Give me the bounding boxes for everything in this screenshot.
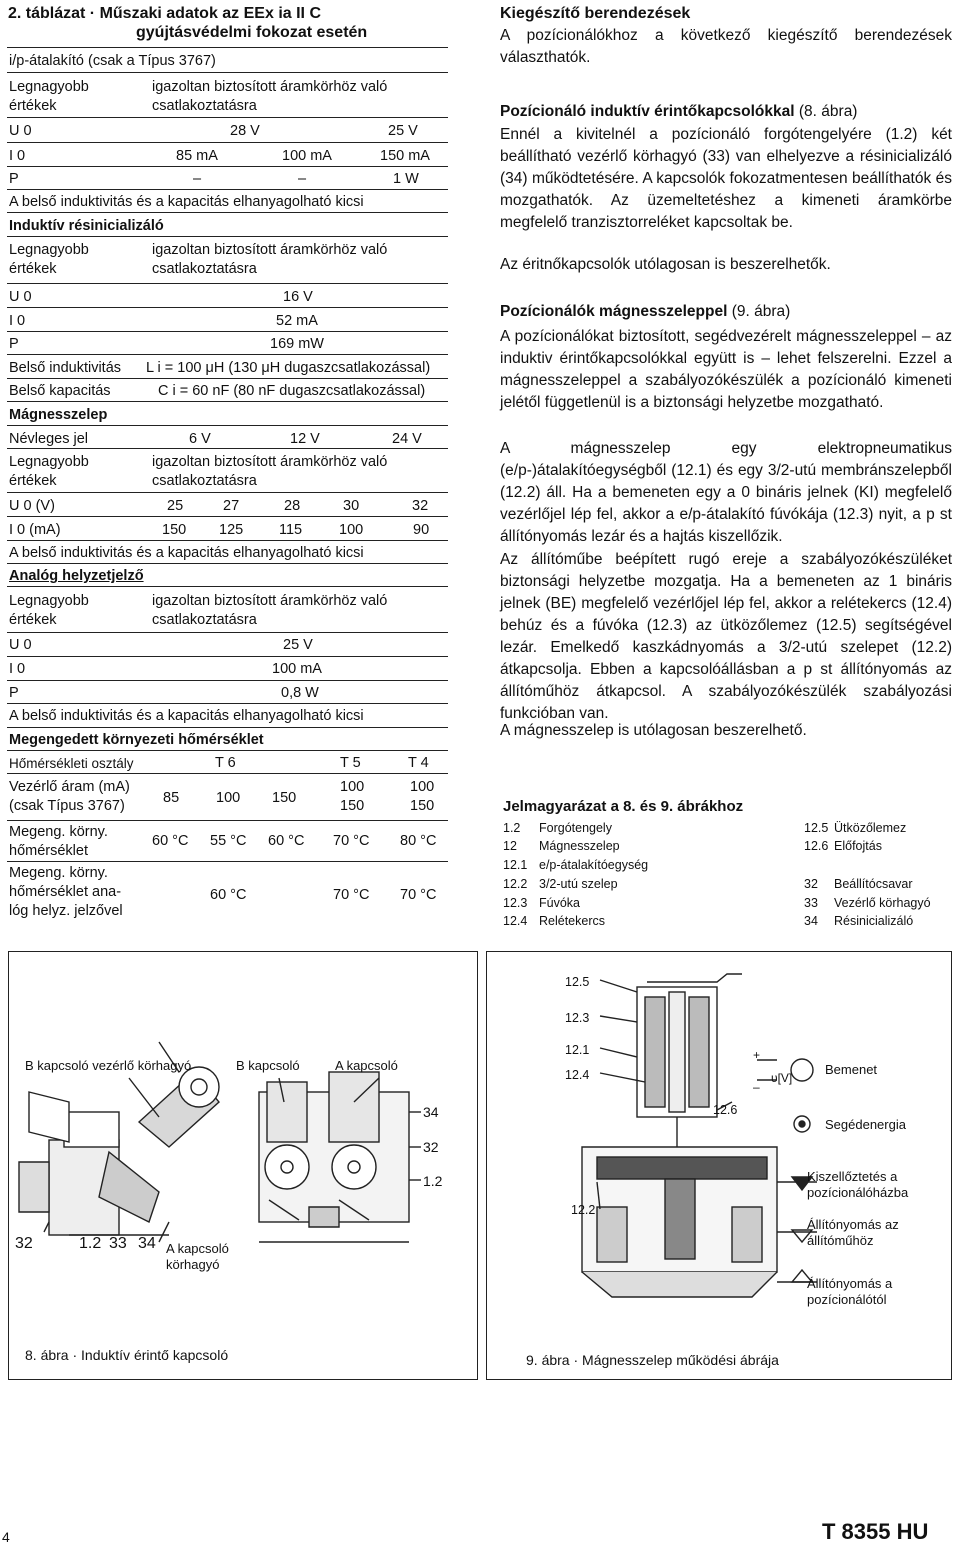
sec4-i0-value: 100 mA (272, 661, 322, 677)
legend-item: 12 Mágnesszelep (503, 839, 620, 853)
fig8-label-b-cam: B kapcsoló vezérlő körhagyó (25, 1058, 192, 1073)
figure-8-drawing (9, 952, 476, 1378)
sec1-max-value: igazoltan biztosított áramkörhöz való csatlakoztatásra (152, 79, 388, 114)
sec5-class-label: Hőmérsékleti osztály (9, 756, 134, 771)
legend-item: 12.4 Relétekercs (503, 914, 605, 928)
sec5-current-label: Vezérlő áram (mA) (csak Típus 3767) (9, 779, 130, 814)
sec4-u0-label: U 0 (9, 637, 32, 653)
sec5-amb-value: 60 °C (152, 833, 189, 849)
sec1-note: A belső induktivitás és a kapacitás elhanyagolható kicsi (9, 194, 364, 210)
sec3-i0-value: 125 (219, 522, 244, 538)
sec5-amb-value: 55 °C (210, 833, 247, 849)
sec1-u0-label: U 0 (9, 123, 32, 139)
fig8-n33: 33 (109, 1235, 127, 1252)
sec1-p-value: – (193, 171, 202, 187)
sec2-c-label: Belső kapacitás (9, 383, 111, 399)
fig9-n126: 12.6 (713, 1103, 738, 1117)
accessories-text: A pozícionálókhoz a következő kiegészítő berendezések választhatók. (500, 27, 952, 66)
sec5-amb-value: 70 °C (333, 833, 370, 849)
sec4-i0-label: I 0 (9, 661, 26, 677)
sec4-u0-value: 25 V (283, 637, 313, 653)
fig9-vent: Kiszellőztetés a pozícionálóházba (807, 1169, 909, 1201)
inductive-text2: Az éritnőkapcsolók utólagosan is beszerelhetők. (500, 256, 831, 273)
inductive-text: Ennél a kivitelnél a pozícionáló forgótengelyére (1.2) két beállítható vezérlő körhagyó (33) van elhelyezve a résinicializáló (34) működtetésére. A kapcsolók fokozatmentesen beállíthatók és mozgathatók. Az üzemeltetéshez a kimeneti áramkörbe megfelelő tranzisztorreléket kapcsoltak be. (500, 126, 952, 231)
sec5-class-value: T 6 (215, 755, 236, 771)
accessories-heading: Kiegészítő berendezések (500, 5, 691, 22)
sec3-i0-value: 115 (279, 522, 303, 538)
fig9-n124: 12.4 (565, 1068, 590, 1082)
sec3-i0-value: 150 (162, 522, 187, 538)
sec2-u0-label: U 0 (9, 289, 32, 305)
fig8-label-a-cam: A kapcsoló körhagyó (166, 1241, 229, 1273)
legend-heading: Jelmagyarázat a 8. és 9. ábrákhoz (503, 798, 744, 815)
fig8-caption: 8. ábra · Induktív érintő kapcsoló (25, 1347, 229, 1363)
sec1-heading: i/p-átalakító (csak a Típus 3767) (9, 53, 216, 69)
fig9-to-actuator: Állítónyomás az állítóműhöz (807, 1217, 899, 1249)
sec2-p-label: P (9, 336, 19, 352)
sec1-max-label: Legnagyobb értékek (9, 79, 89, 114)
sec5-current-t5: 100 150 (340, 779, 365, 814)
sec3-heading: Mágnesszelep (9, 407, 108, 423)
sec4-heading: Analóg helyzetjelző (9, 568, 144, 584)
legend-item: 12.6 Előfojtás (804, 839, 882, 853)
sec5-amb2-value: 70 °C (400, 887, 437, 903)
sec3-i0-value: 100 (339, 522, 364, 538)
figure-9 (486, 951, 952, 1380)
fig9-caption: 9. ábra · Mágnesszelep működési ábrája (526, 1352, 779, 1368)
fig8-n32-right: 32 (423, 1139, 439, 1155)
fig8-n12-right: 1.2 (423, 1173, 443, 1189)
sec5-current-value: 150 (272, 790, 297, 806)
fig9-plus: + (753, 1048, 761, 1062)
sec5-amb2-value: 70 °C (333, 887, 370, 903)
sec5-heading: Megengedett környezeti hőmérséklet (9, 732, 264, 748)
fig9-n121: 12.1 (565, 1043, 590, 1057)
sec1-p-label: P (9, 171, 19, 187)
sec3-u0-value: 32 (412, 498, 429, 514)
legend-item: 12.5 Ütközőlemez (804, 821, 907, 835)
sec5-amb-label: Megeng. körny. hőmérséklet (9, 824, 108, 859)
fig9-n122: 12.2 (571, 1203, 596, 1217)
solenoid-p3: Az állítóműbe beépített rugó ereje a szabályozókészüléket biztonsági helyzetbe mozgatja. Ha a bemeneten az 1 bináris jelnek (BE) megfelelő vezérlőjel lép fel, akkor a relétekercs (12.4) behúz és a fúvóka (12.3) az ütközőlemez (12.5) segítségével lezár. Emelkedő kaszkádnyomás a 3/2-utú szelepet (12.2) átkapcsolja. Ebben a kapcsolóállásban a p st állítónyomás az állítóműhöz átkapcsol. A szabályozókészülék szabályozási funkcióban van. (500, 551, 952, 722)
sec1-i0-value: 100 mA (282, 148, 332, 164)
fig8-n12: 1.2 (79, 1235, 102, 1252)
solenoid-p1: A pozícionálókat biztosított, segédvezérelt mágnesszeleppel – az induktiv érintőkapcsolókkal együtt is – lehet felszerelni. Ezzel a mágnesszeleppel a szabályozókészülék a pozícionáló kimeneti jelétől függetlenül is a biztonsági helyzetbe mozgatható. (500, 328, 952, 411)
sec5-amb2-value: 60 °C (210, 887, 247, 903)
table-title-line1: 2. táblázat · Műszaki adatok az EEx ia II C (8, 5, 321, 22)
sec1-u0-value: 28 V (230, 123, 260, 139)
legend-item: 12.1 e/p-átalakítóegység (503, 858, 649, 872)
fig9-n123: 12.3 (565, 1011, 590, 1025)
sec2-p-value: 169 mW (270, 336, 324, 352)
sec1-i0-label: I 0 (9, 148, 26, 164)
figure-8 (8, 951, 478, 1380)
sec1-i0-value: 150 mA (380, 148, 430, 164)
sec2-i0-value: 52 mA (276, 313, 318, 329)
sec4-max-label: Legnagyobb értékek (9, 593, 89, 628)
fig8-label-b-switch: B kapcsoló (236, 1058, 300, 1073)
sec5-class-value: T 5 (340, 755, 361, 771)
sec5-current-t4: 100 150 (410, 779, 435, 814)
sec3-nom-label: Névleges jel (9, 431, 88, 447)
sec3-nom-value: 12 V (290, 431, 320, 447)
sec1-p-value: 1 W (393, 171, 419, 187)
sec4-p-label: P (9, 685, 19, 701)
sec5-current-value: 85 (163, 790, 180, 806)
sec3-nom-value: 6 V (189, 431, 211, 447)
sec1-i0-value: 85 mA (176, 148, 218, 164)
sec4-max-value: igazoltan biztosított áramkörhöz való csatlakoztatásra (152, 593, 388, 628)
inductive-heading: Pozícionáló induktív érintőkapcsolókkal (8. ábra) (500, 103, 858, 120)
sec2-l-label: Belső induktivitás (9, 360, 122, 376)
fig8-label-a-switch: A kapcsoló (335, 1058, 398, 1073)
sec3-nom-value: 24 V (392, 431, 422, 447)
sec5-amb-value: 60 °C (268, 833, 305, 849)
fig9-signal: υ[V] (771, 1071, 793, 1085)
sec4-note: A belső induktivitás és a kapacitás elhanyagolható kicsi (9, 708, 364, 724)
sec1-p-value: – (298, 171, 307, 187)
sec5-class-value: T 4 (408, 755, 429, 771)
sec3-note: A belső induktivitás és a kapacitás elhanyagolható kicsi (9, 545, 364, 561)
sec2-heading: Induktív résinicializáló (9, 218, 164, 234)
sec3-u0-value: 30 (343, 498, 360, 514)
sec1-u0-value: 25 V (388, 123, 418, 139)
fig9-n125: 12.5 (565, 975, 590, 989)
sec4-p-value: 0,8 W (281, 685, 319, 701)
fig8-n34b: 34 (138, 1235, 156, 1252)
legend-item: 12.2 3/2-utú szelep (503, 877, 618, 891)
solenoid-heading: Pozícionálók mágnesszeleppel (9. ábra) (500, 303, 791, 320)
sec2-u0-value: 16 V (283, 289, 313, 305)
table-title-line2: gyújtásvédelmi fokozat esetén (136, 24, 368, 41)
legend-item: 33 Vezérlő körhagyó (804, 896, 931, 910)
sec2-l-value: L i = 100 μH (130 μH dugaszcsatlakozással) (146, 360, 431, 376)
sec2-i0-label: I 0 (9, 313, 26, 329)
sec3-u0-value: 27 (223, 498, 240, 514)
sec3-u0-value: 25 (167, 498, 184, 514)
solenoid-p4: A mágnesszelep is utólagosan beszerelhető. (500, 722, 807, 739)
document-code: T 8355 HU (822, 1519, 929, 1544)
fig8-n32: 32 (15, 1235, 33, 1252)
legend-item: 34 Résinicializáló (804, 914, 914, 928)
fig9-minus: – (753, 1080, 760, 1094)
sec3-max-label: Legnagyobb értékek (9, 454, 89, 489)
sec3-u0-label: U 0 (V) (9, 498, 55, 514)
page-number: 4 (2, 1529, 10, 1544)
legend-item: 1.2 Forgótengely (503, 821, 612, 835)
fig9-aux: Segédenergia (825, 1117, 906, 1132)
sec5-amb2-label: Megeng. körny. hőmérséklet ana- lóg helyz. jelzővel (9, 865, 123, 919)
solenoid-p2: A mágnesszelep egy elektropneumatikus (e/p-)átalakítóegységből (12.1) és egy 3/2-utú membránszelepből (12.2) áll. Ha a bemeneten egy a 0 bináris jelnek (KI) megfelelő vezérlőjel lép fel, akkor a e/p-átalakító fúvókája (12.3) nyit, a p st állítónyomás lezár és a hajtás kiszellőzik. (500, 440, 952, 545)
sec2-max-label: Legnagyobb értékek (9, 242, 89, 277)
sec3-u0-value: 28 (284, 498, 301, 514)
sec2-max-value: igazoltan biztosított áramkörhöz való csatlakoztatásra (152, 242, 388, 277)
sec2-c-value: C i = 60 nF (80 nF dugaszcsatlakozással) (158, 383, 426, 399)
legend-item: 12.3 Fúvóka (503, 896, 580, 910)
figure-9-drawing (487, 952, 950, 1378)
sec3-i0-value: 90 (413, 522, 430, 538)
legend-item: 32 Beállítócsavar (804, 877, 913, 891)
fig9-input: Bemenet (825, 1062, 878, 1077)
sec3-max-value: igazoltan biztosított áramkörhöz való csatlakoztatásra (152, 454, 388, 489)
sec5-amb-value: 80 °C (400, 833, 437, 849)
fig9-from-positioner: Állítónyomás a pozícionálótól (807, 1276, 893, 1308)
sec3-i0-label: I 0 (mA) (9, 522, 61, 538)
fig8-n34: 34 (423, 1104, 439, 1120)
sec5-current-value: 100 (216, 790, 241, 806)
